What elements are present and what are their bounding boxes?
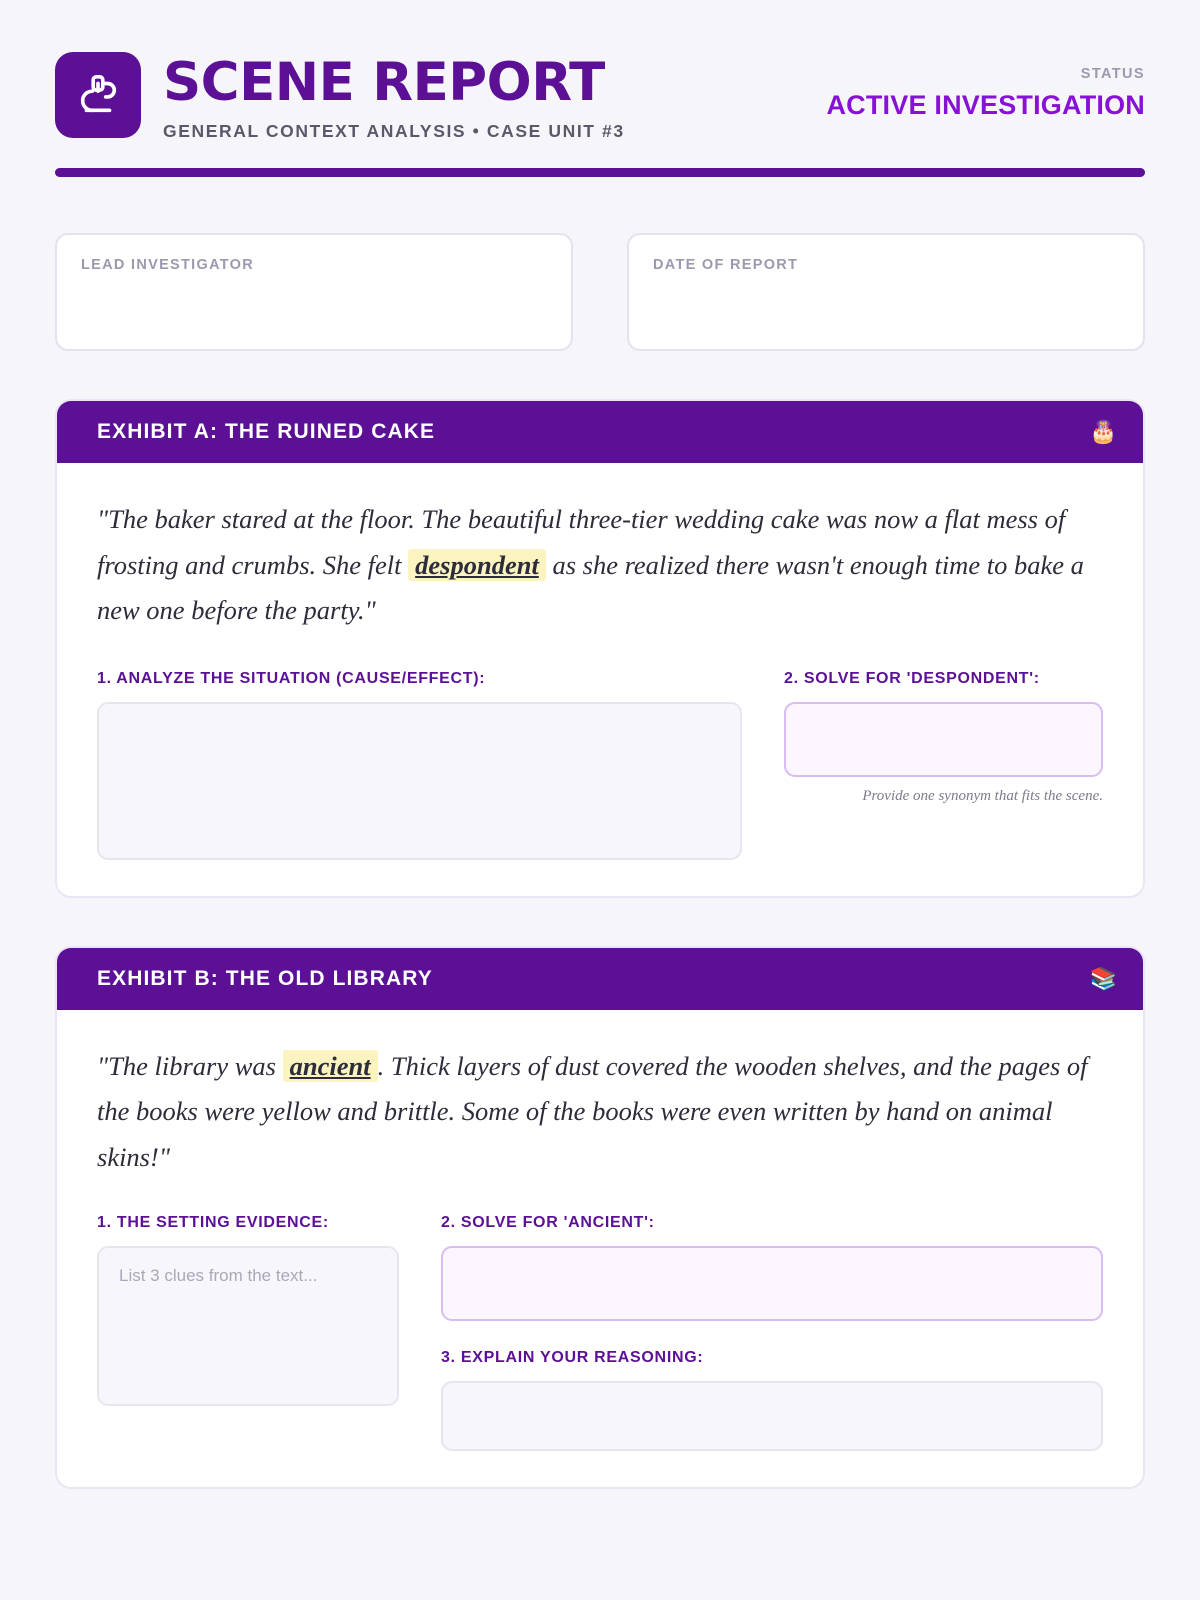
exhibit-a-q2-hint: Provide one synonym that fits the scene.	[862, 787, 1103, 804]
exhibit-b-header	[57, 948, 1143, 1010]
exhibit-b-q2-label: 2. SOLVE FOR 'ANCIENT':	[441, 1214, 655, 1232]
exhibit-a-highlight-word: despondent	[408, 549, 546, 581]
status-label: STATUS	[1080, 66, 1145, 82]
exhibit-a-q2	[784, 670, 1103, 860]
exhibit-b-q1-placeholder: List 3 clues from the text...	[119, 1266, 318, 1286]
page-subtitle: GENERAL CONTEXT ANALYSIS • CASE UNIT #3	[163, 121, 625, 141]
exhibit-a-q1	[97, 670, 742, 860]
date-of-report-label: DATE OF REPORT	[653, 257, 799, 273]
exhibit-a-title: EXHIBIT A: THE RUINED CAKE	[97, 420, 436, 443]
page-header	[55, 52, 1145, 142]
exhibit-b-card	[55, 946, 1145, 1490]
exhibit-b-q3-input[interactable]	[441, 1381, 1103, 1451]
header-left	[55, 52, 625, 142]
meta-fields-row	[55, 233, 1145, 351]
exhibit-b-passage-part1: "The library was	[97, 1050, 283, 1081]
status-block	[826, 52, 1145, 121]
books-icon: 📚	[1089, 965, 1117, 991]
exhibit-b-q1-input[interactable]	[97, 1246, 399, 1406]
exhibit-b-q1-label: 1. THE SETTING EVIDENCE:	[97, 1214, 329, 1232]
exhibit-b-highlight-word: ancient	[283, 1050, 378, 1082]
lead-investigator-field[interactable]	[55, 233, 573, 351]
birthday-cake-icon: 🎂	[1089, 419, 1117, 444]
exhibit-a-q1-label: 1. ANALYZE THE SITUATION (CAUSE/EFFECT):	[97, 669, 486, 687]
exhibit-a-passage-part1: "The baker stared at the floor. The beautiful three-tier wedding cake was now a flat mess of frosting and crumbs. She felt	[97, 504, 1066, 580]
exhibit-b-passage-part2: . Thick layers of dust covered the wooden shelves, and the pages of the books were yellow and brittle. Some of the books were even written by hand on animal skins!"	[97, 1050, 1088, 1172]
exhibit-a-body	[57, 463, 1143, 896]
exhibit-a-card	[55, 399, 1145, 898]
exhibit-b-right-column	[441, 1214, 1103, 1451]
exhibit-a-passage	[97, 497, 1103, 634]
exhibit-b-questions	[97, 1214, 1103, 1451]
lead-investigator-label: LEAD INVESTIGATOR	[81, 257, 255, 273]
exhibit-b-q2-input[interactable]	[441, 1246, 1103, 1321]
exhibit-a-questions	[97, 670, 1103, 860]
exhibit-a-header	[57, 401, 1143, 463]
status-badge: ACTIVE INVESTIGATION	[826, 90, 1145, 120]
exhibit-a-q2-label: 2. SOLVE FOR 'DESPONDENT':	[784, 669, 1040, 687]
exhibit-a-q1-input[interactable]	[97, 702, 742, 860]
exhibit-b-passage	[97, 1044, 1103, 1181]
exhibit-b-q1	[97, 1214, 399, 1451]
exhibit-a-passage-part2: as she realized there wasn't enough time to bake a new one before the party."	[97, 549, 1084, 626]
title-block	[163, 52, 625, 142]
exhibit-b-body	[57, 1010, 1143, 1488]
page-title: SCENE REPORT	[163, 52, 605, 113]
header-divider	[55, 168, 1145, 177]
exhibit-a-q2-input[interactable]	[784, 702, 1103, 777]
microscope-icon	[55, 52, 141, 138]
exhibit-b-title: EXHIBIT B: THE OLD LIBRARY	[97, 966, 433, 990]
date-of-report-field[interactable]	[627, 233, 1145, 351]
exhibit-b-q3-label: 3. EXPLAIN YOUR REASONING:	[441, 1349, 704, 1367]
